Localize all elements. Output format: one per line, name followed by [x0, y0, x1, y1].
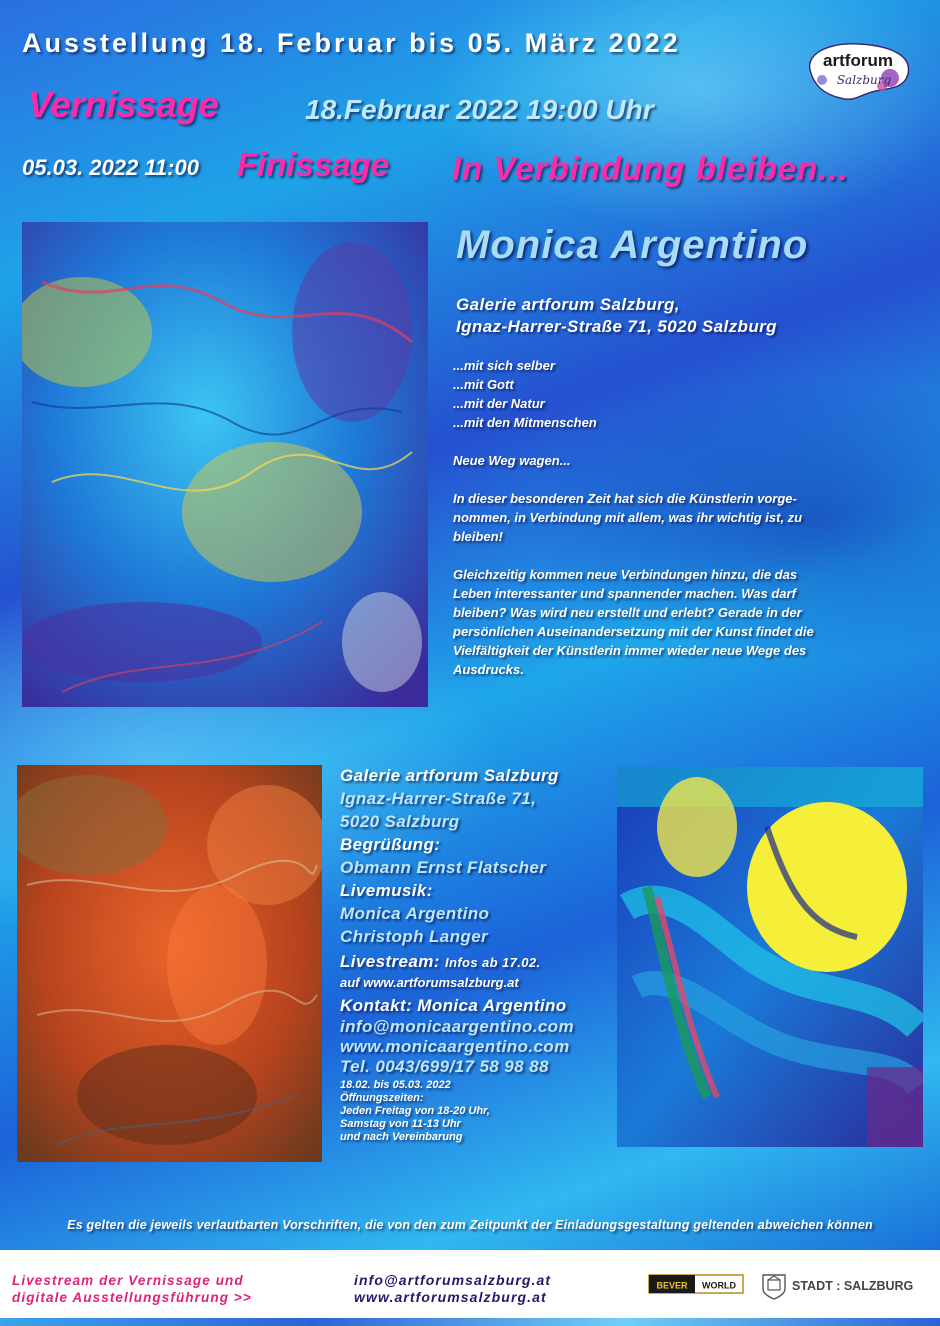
event-info-block: [340, 764, 610, 1144]
description-line: Gleichzeitig kommen neue Verbindungen hinzu, die das: [453, 567, 798, 582]
exhibition-description: [453, 356, 923, 679]
artwork-yellow-blue-abstract: [617, 767, 923, 1147]
description-line: persönlichen Auseinandersetzung mit der Kunst findet die: [453, 624, 814, 639]
contact-email[interactable]: info@monicaargentino.com: [340, 1017, 574, 1036]
finissage-date: 05.03. 2022 11:00: [22, 155, 199, 180]
logo-script: Salzburg: [836, 73, 892, 87]
gallery-address: Ignaz-Harrer-Straße 71, 5020 Salzburg: [456, 317, 777, 336]
list-item: ...mit der Natur: [453, 396, 545, 411]
vernissage-label: Vernissage: [28, 84, 219, 125]
artforum-email[interactable]: info@artforumsalzburg.at: [354, 1272, 552, 1288]
bever-world-logo[interactable]: [648, 1271, 744, 1299]
opening-dates: 18.02. bis 05.03. 2022: [340, 1079, 451, 1091]
opening-hours-3: und nach Vereinbarung: [340, 1131, 463, 1143]
description-line: bleiben!: [453, 529, 503, 544]
livestream-url[interactable]: auf www.artforumsalzburg.at: [340, 975, 519, 990]
description-line: nommen, in Verbindung mit allem, was ihr wichtig ist, zu: [453, 510, 803, 525]
info-street: Ignaz-Harrer-Straße 71,: [340, 789, 537, 808]
city-crest-icon: [763, 1275, 785, 1299]
livestream-link[interactable]: [12, 1272, 252, 1306]
vernissage-date: 18.Februar 2022 19:00 Uhr: [305, 94, 654, 125]
greeting-label: Begrüßung:: [340, 835, 441, 854]
description-line: Leben interessanter und spannender machen. Was darf: [453, 586, 796, 601]
opening-hours-1: Jeden Freitag von 18-20 Uhr,: [340, 1105, 490, 1117]
livestream-note: Infos ab 17.02.: [444, 955, 541, 970]
logo-wordmark: artforum: [823, 51, 893, 70]
artforum-contact: [354, 1272, 551, 1306]
gallery-name: Galerie artforum Salzburg,: [456, 295, 680, 314]
sponsor-world: WORLD: [702, 1280, 736, 1291]
artwork-blue-abstract: [22, 222, 428, 707]
description-line: Ausdrucks.: [453, 662, 524, 677]
sponsor-stadt-salzburg: STADT : SALZBURG: [792, 1279, 914, 1293]
musician-2: Christoph Langer: [340, 927, 489, 946]
info-gallery-name: Galerie artforum Salzburg: [340, 766, 559, 785]
finissage-label: Finissage: [237, 146, 390, 183]
contact-phone[interactable]: Tel. 0043/699/17 58 98 88: [340, 1057, 549, 1076]
list-item: ...mit den Mitmenschen: [453, 415, 597, 430]
artwork-orange-abstract: [17, 765, 322, 1162]
contact-label: Kontakt: Monica Argentino: [340, 996, 567, 1015]
musician-1: Monica Argentino: [340, 904, 490, 923]
exhibition-tagline: In Verbindung bleiben...: [452, 150, 849, 187]
footer-decoration-strip: [0, 1318, 940, 1326]
greeting-person: Obmann Ernst Flatscher: [340, 858, 547, 877]
description-line: In dieser besonderen Zeit hat sich die Künstlerin vorge-: [453, 491, 797, 506]
list-item: ...mit sich selber: [453, 358, 555, 373]
sponsor-bever: BEVER: [656, 1280, 688, 1291]
stadt-salzburg-logo[interactable]: [760, 1271, 930, 1301]
artist-name: Monica Argentino: [456, 223, 809, 267]
livestream-link-line-2[interactable]: digitale Ausstellungsführung >>: [12, 1290, 252, 1305]
artforum-web[interactable]: www.artforumsalzburg.at: [354, 1289, 547, 1305]
music-label: Livemusik:: [340, 881, 433, 900]
description-paragraph: Neue Weg wagen...: [453, 453, 571, 468]
contact-web[interactable]: www.monicaargentino.com: [340, 1037, 570, 1056]
info-city: 5020 Salzburg: [340, 812, 460, 831]
livestream-label: Livestream:: [340, 952, 440, 971]
exhibition-dates-heading: Ausstellung 18. Februar bis 05. März 2022: [22, 28, 681, 58]
list-item: ...mit Gott: [453, 377, 514, 392]
livestream-link-line-1[interactable]: Livestream der Vernissage und: [12, 1273, 244, 1288]
description-line: bleiben? Was wird neu erstellt und erlebt? Gerade in der: [453, 605, 802, 620]
artforum-logo[interactable]: [802, 40, 914, 102]
gallery-address-block: [456, 294, 777, 338]
disclaimer-footnote: Es gelten die jeweils verlautbarten Vorschriften, die von den zum Zeitpunkt der Einladungsgestaltung geltenden abweichen können: [67, 1218, 873, 1232]
opening-hours-2: Samstag von 11-13 Uhr: [340, 1118, 461, 1130]
description-line: Vielfältigkeit der Künstlerin immer wieder neue Wege des: [453, 643, 807, 658]
opening-hours-label: Öffnungszeiten:: [340, 1092, 424, 1104]
